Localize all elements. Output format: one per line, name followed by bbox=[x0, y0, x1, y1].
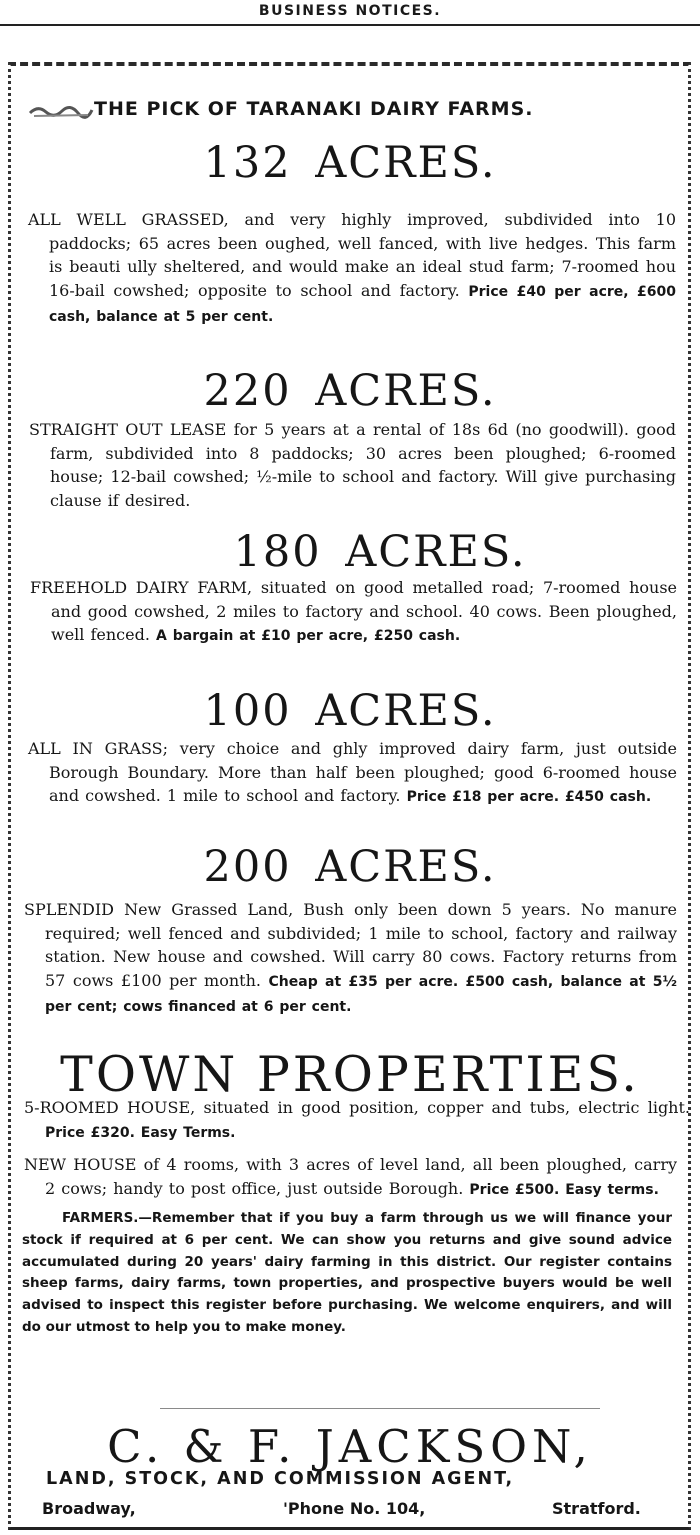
listing-price: Price £40 per acre, £600 cash, balance at 5 per cent. bbox=[49, 283, 676, 325]
agent-phone: 'Phone No. 104, bbox=[283, 1499, 426, 1518]
listing-heading bbox=[0, 366, 700, 416]
listing-acreage: 180 bbox=[233, 527, 322, 577]
listing-heading bbox=[0, 138, 700, 188]
ink-smudge bbox=[28, 102, 94, 118]
section-header: BUSINESS NOTICES. bbox=[258, 3, 442, 19]
listing-acreage: 100 bbox=[203, 686, 292, 736]
listing-text: ALL IN GRASS; very choice and ghly improved dairy farm, just outside Borough Boundary. More than half been ploughed; good 6-roomed house and cowshed. 1 mile to school and factory. bbox=[28, 739, 677, 805]
listing-acreage: 200 bbox=[203, 842, 292, 892]
listing-price: Price £18 per acre. £450 cash. bbox=[406, 789, 652, 805]
listing-description bbox=[29, 418, 676, 512]
listing-heading bbox=[0, 686, 700, 736]
agent-name: C. & F. JACKSON, bbox=[107, 1420, 593, 1473]
agent-street: Broadway, bbox=[42, 1499, 136, 1518]
town-properties-heading: TOWN PROPERTIES. bbox=[60, 1046, 640, 1103]
listing-price: Cheap at £35 per acre. £500 cash, balance at 5½ per cent; cows financed at 6 per cent. bbox=[45, 973, 677, 1015]
farmers-notice-text: FARMERS.—Remember that if you buy a farm through us we will finance your stock if required at 6 per cent. We can show you returns and give sound advice accumulated during 20 years' dairy farming in this district. Our register contains sheep farms, dairy farms, town properties, and prospective buyers would be well advised to inspect this register before purchasing. We welcome enquirers, and will do our utmost to help you to make money. bbox=[22, 1210, 672, 1335]
listing-heading bbox=[0, 842, 700, 892]
listing-unit: ACRES. bbox=[315, 366, 497, 416]
listing-unit: ACRES. bbox=[315, 138, 497, 188]
listing-heading bbox=[30, 527, 700, 577]
header-rule bbox=[0, 24, 700, 26]
listing-description bbox=[28, 208, 676, 330]
listing-acreage: 132 bbox=[203, 138, 292, 188]
listing-price: A bargain at £10 per acre, £250 cash. bbox=[156, 628, 461, 644]
town-listing-price: Price £320. Easy Terms. bbox=[45, 1124, 236, 1141]
listing-acreage: 220 bbox=[203, 366, 292, 416]
agent-town: Stratford. bbox=[552, 1499, 641, 1518]
town-listing-price: Price £500. Easy terms. bbox=[469, 1181, 659, 1198]
town-listing bbox=[24, 1153, 677, 1202]
divider-rule bbox=[160, 1408, 600, 1409]
listing-unit: ACRES. bbox=[315, 686, 497, 736]
town-listing bbox=[24, 1096, 690, 1145]
listing-text: FREEHOLD DAIRY FARM, situated on good metalled road; 7-roomed house and good cowshed, 2 miles to factory and school. 40 cows. Been ploughed, well fenced. bbox=[30, 578, 677, 644]
farmers-notice bbox=[22, 1208, 672, 1339]
listing-text: ALL WELL GRASSED, and very highly improved, subdivided into 10 paddocks; 65 acres been oughed, well fanced, with live hedges. This farm is beauti ully sheltered, and would make an ideal stud farm; 7-roomed hou 16-bail cowshed; opposite to school and factory. bbox=[28, 210, 676, 300]
advertisement-title-text: THE PICK OF TARANAKI DAIRY FARMS. bbox=[94, 98, 534, 120]
town-listing-text: NEW HOUSE of 4 rooms, with 3 acres of level land, all been ploughed, carry 2 cows; handy to post office, just outside Borough. bbox=[24, 1155, 677, 1198]
listing-text: STRAIGHT OUT LEASE for 5 years at a rental of 18s 6d (no goodwill). good farm, subdivided into 8 paddocks; 30 acres been ploughed; 6-roomed house; 12-bail cowshed; ½-mile to school and factory. Will give purchasing clause if desired. bbox=[29, 420, 676, 510]
listing-description bbox=[30, 576, 677, 649]
advertisement-title bbox=[28, 98, 533, 120]
listing-description bbox=[24, 898, 677, 1020]
agent-description: LAND, STOCK, AND COMMISSION AGENT, bbox=[46, 1469, 515, 1489]
listing-description bbox=[28, 737, 677, 810]
town-listing-text: 5-ROOMED HOUSE, situated in good position, copper and tubs, electric light. bbox=[24, 1098, 690, 1117]
listing-text: SPLENDID New Grassed Land, Bush only been down 5 years. No manure required; well fenced and subdivided; 1 mile to school, factory and railway station. New house and cowshed. Will carry 80 cows. Factory returns from 57 cows £100 per month. bbox=[24, 900, 677, 990]
listing-unit: ACRES. bbox=[315, 842, 497, 892]
listing-unit: ACRES. bbox=[345, 527, 527, 577]
